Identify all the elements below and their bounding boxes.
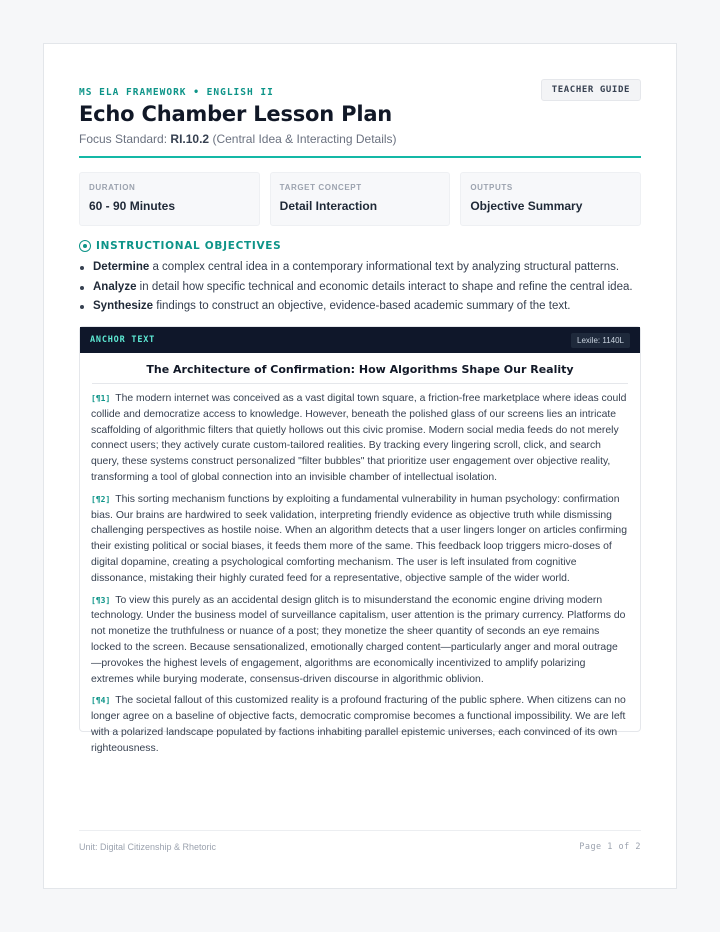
page-title: Echo Chamber Lesson Plan [79,102,393,126]
objective-text: in detail how specific technical and economic details interact to shape and refine the central idea. [139,280,633,293]
paragraph-text: The modern internet was conceived as a vast digital town square, a friction-free marketplace where ideas could collide and democratize access to knowledge. However, beneath the polished glass of our screens lies an intricate scaffolding of algorithmic filters that quietly hollows out this civic promise. Modern social media feeds do not merely connect users; they actively curate custom-tailored realities. By tracking every lingering scroll, click, and search query, these systems construct personalized "filter bubbles" that prioritize user engagement over objective reality, transforming a tool of global connection into an invisible chamber of intellectual isolation. [91,393,627,483]
lexile-badge: Lexile: 1140L [571,333,630,348]
paragraph [91,391,628,486]
framework-label: MS ELA FRAMEWORK • ENGLISH II [79,87,274,98]
card-value: Objective Summary [470,199,583,213]
paragraph-text: To view this purely as an accidental design glitch is to misunderstand the economic engine driving modern technology. Under the business model of surveillance capitalism, user attention is the primary currency. Platforms do not monetize the truthfulness or nuance of a post; they monetize the sheer quantity of seconds an eye remains locked to the screen. Because sensationalized, emotionally charged content—particularly anger and moral outrage—provokes the highest levels of engagement, algorithms are economically incentivized to amplify polarizing extremes while burying moderate, consensus-driven discourse in algorithmic oblivion. [91,594,626,685]
objective-text: a complex central idea in a contemporary informational text by analyzing structural patterns. [152,261,620,273]
objective-verb: Synthesize [93,300,154,312]
focus-description: (Central Idea & Interacting Details) [212,132,397,146]
article-title: The Architecture of Confirmation: How Algorithms Shape Our Reality [92,363,628,384]
paragraph [91,593,628,688]
anchor-text-panel[interactable] [79,326,641,754]
objectives-list [79,258,633,317]
target-concept-card [270,172,451,226]
paragraph-text: The societal fallout of this customized reality is a profound fracturing of the public sphere. When citizens can no longer agree on a baseline of objective facts, democratic compromise becomes a functional impossibility. We are left with a polarized landscape populated by factions inhabiting parallel epistemic universes, each convinced of its own righteousness. [91,695,626,754]
target-icon [79,240,91,252]
page-number: Page 1 of 2 [579,842,641,852]
paragraph [91,492,628,587]
summary-cards [79,172,641,226]
objective-verb: Analyze [93,280,137,293]
card-label: OUTPUTS [470,183,513,192]
objectives-title: INSTRUCTIONAL OBJECTIVES [96,240,282,252]
paragraph-number: [¶2] [91,494,111,504]
focus-standard [79,132,397,146]
objective-item [79,297,633,317]
duration-card [79,172,260,226]
focus-prefix: Focus Standard: [79,132,168,146]
card-label: DURATION [89,183,136,192]
card-label: TARGET CONCEPT [279,183,362,192]
article-body [80,384,640,757]
anchor-text-label: ANCHOR TEXT [90,335,156,345]
unit-label: Unit: Digital Citizenship & Rhetoric [79,842,217,852]
footer-divider [79,830,641,831]
anchor-text-header [80,327,640,353]
paragraph [91,693,628,756]
paragraph-number: [¶4] [91,696,111,706]
teacher-guide-badge: TEACHER GUIDE [541,79,641,101]
focus-code: RI.10.2 [170,132,210,146]
paragraph-number: [¶3] [91,595,111,605]
objective-item [79,278,633,298]
objectives-heading [79,240,281,252]
outputs-card [460,172,641,226]
paragraph-text: This sorting mechanism functions by exploiting a fundamental vulnerability in human psychology: confirmation bias. Our brains are hardwired to seek validation, interpreting friendly evidence as objective truth while dismissing challenging perspectives as hostile noise. When an algorithm detects that a user lingers longer on articles confirming their existing political or social biases, it feeds them more of the same. This feedback loop triggers micro-doses of digital dopamine, creating a psychological comforting mechanism. The user is left insulated from cognitive dissonance, mistaking their highly curated feed for a representative, objective sample of the wider world. [91,493,627,584]
objective-item [79,258,633,278]
document-page [43,43,677,889]
objective-text: findings to construct an objective, evidence-based academic summary of the text. [156,300,571,312]
header-divider [79,156,641,158]
objective-verb: Determine [93,261,150,273]
card-value: Detail Interaction [279,199,378,213]
paragraph-number: [¶1] [91,394,111,403]
card-value: 60 - 90 Minutes [89,199,176,213]
